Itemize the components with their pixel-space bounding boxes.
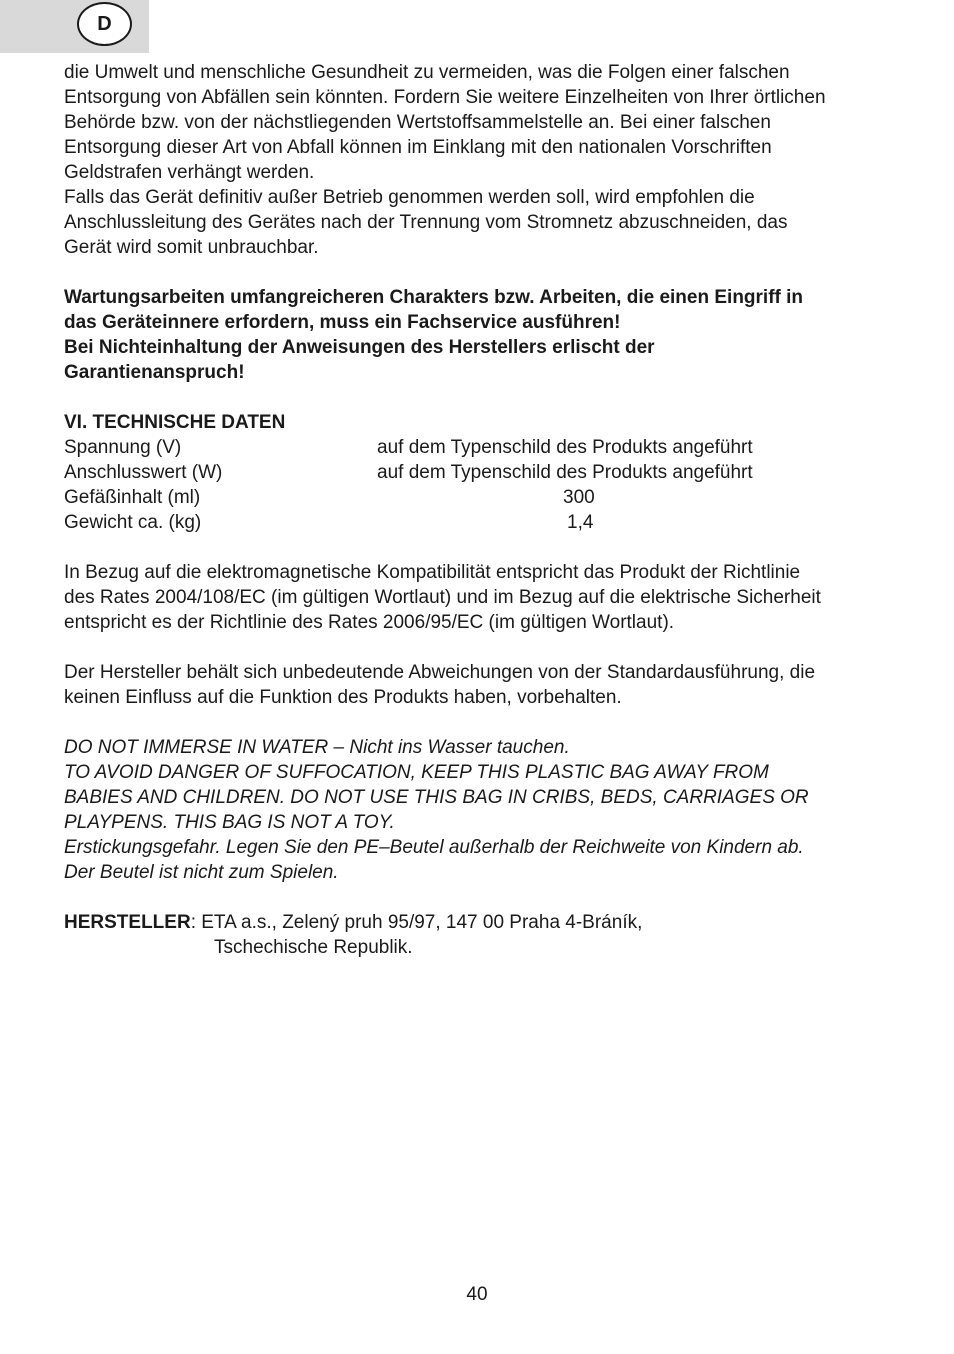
manufacturer-country: Tschechische Republik.: [214, 937, 413, 958]
text-line: das Geräteinnere erfordern, muss ein Fachservice ausführen!: [64, 312, 621, 333]
spacer: [64, 260, 894, 285]
text-line: DO NOT IMMERSE IN WATER – Nicht ins Wasser tauchen.: [64, 737, 570, 758]
text-line: Bei Nichteinhaltung der Anweisungen des Herstellers erlischt der: [64, 337, 655, 358]
section-heading: VI. TECHNISCHE DATEN: [64, 412, 286, 433]
text-line: keinen Einfluss auf die Funktion des Produkts haben, vorbehalten.: [64, 687, 622, 708]
text-line: Geldstrafen verhängt werden.: [64, 162, 315, 183]
spec-row-capacity: [64, 485, 894, 510]
reservation-section: [64, 660, 894, 710]
spec-label: Gefäßinhalt (ml): [64, 487, 201, 508]
text-line: Der Beutel ist nicht zum Spielen.: [64, 862, 339, 883]
page-number: 40: [466, 1284, 488, 1305]
page-content: [64, 60, 894, 960]
text-line: Anschlussleitung des Gerätes nach der Trennung vom Stromnetz abzuschneiden, das: [64, 212, 788, 233]
text-line: entspricht es der Richtlinie des Rates 2006/95/EC (im gültigen Wortlaut).: [64, 612, 675, 633]
language-badge: D: [77, 2, 132, 46]
manufacturer-section: [64, 910, 894, 960]
spec-label: Spannung (V): [64, 437, 182, 458]
spec-value: 300: [563, 487, 595, 508]
text-line: Der Hersteller behält sich unbedeutende Abweichungen von der Standardausführung, die: [64, 662, 816, 683]
manufacturer-line: [64, 910, 894, 935]
manufacturer-label: HERSTELLER: [64, 912, 191, 933]
text-line: des Rates 2004/108/EC (im gültigen Wortlaut) und im Bezug auf die elektrische Sicherheit: [64, 587, 821, 608]
manufacturer-address: : ETA a.s., Zelený pruh 95/97, 147 00 Praha 4-Bráník,: [190, 912, 643, 933]
spec-label: Anschlusswert (W): [64, 462, 223, 483]
text-line: Entsorgung dieser Art von Abfall können im Einklang mit den nationalen Vorschriften: [64, 137, 772, 158]
spec-value: 1,4: [567, 512, 594, 533]
service-warning: [64, 285, 894, 385]
spec-value: auf dem Typenschild des Produkts angeführt: [377, 437, 753, 458]
language-tab: [0, 0, 149, 53]
safety-section: [64, 735, 894, 885]
text-line: PLAYPENS. THIS BAG IS NOT A TOY.: [64, 812, 395, 833]
spec-label: Gewicht ca. (kg): [64, 512, 202, 533]
text-line: die Umwelt und menschliche Gesundheit zu vermeiden, was die Folgen einer falschen: [64, 62, 790, 83]
text-line: In Bezug auf die elektromagnetische Kompatibilität entspricht das Produkt der Richtlinie: [64, 562, 801, 583]
spacer: [64, 885, 894, 910]
text-line: BABIES AND CHILDREN. DO NOT USE THIS BAG IN CRIBS, BEDS, CARRIAGES OR: [64, 787, 809, 808]
spacer: [64, 710, 894, 735]
spacer: [64, 535, 894, 560]
text-line: Behörde bzw. von der nächstliegenden Wertstoffsammelstelle an. Bei einer falschen: [64, 112, 771, 133]
spacer: [64, 635, 894, 660]
spec-row-weight: [64, 510, 894, 535]
text-line: Erstickungsgefahr. Legen Sie den PE–Beutel außerhalb der Reichweite von Kindern ab.: [64, 837, 804, 858]
disposal-section: [64, 60, 894, 260]
text-line: Gerät wird somit unbrauchbar.: [64, 237, 319, 258]
spec-value: auf dem Typenschild des Produkts angeführt: [377, 462, 753, 483]
text-line: Wartungsarbeiten umfangreicheren Charakters bzw. Arbeiten, die einen Eingriff in: [64, 287, 804, 308]
text-line: Entsorgung von Abfällen sein könnten. Fordern Sie weitere Einzelheiten von Ihrer örtlichen: [64, 87, 826, 108]
spec-row-power: [64, 460, 894, 485]
text-line: Falls das Gerät definitiv außer Betrieb genommen werden soll, wird empfohlen die: [64, 187, 755, 208]
technical-data-section: [64, 410, 894, 535]
text-line: Garantienanspruch!: [64, 362, 245, 383]
spacer: [64, 385, 894, 410]
spec-row-voltage: [64, 435, 894, 460]
text-line: TO AVOID DANGER OF SUFFOCATION, KEEP THIS PLASTIC BAG AWAY FROM: [64, 762, 769, 783]
compliance-section: [64, 560, 894, 635]
